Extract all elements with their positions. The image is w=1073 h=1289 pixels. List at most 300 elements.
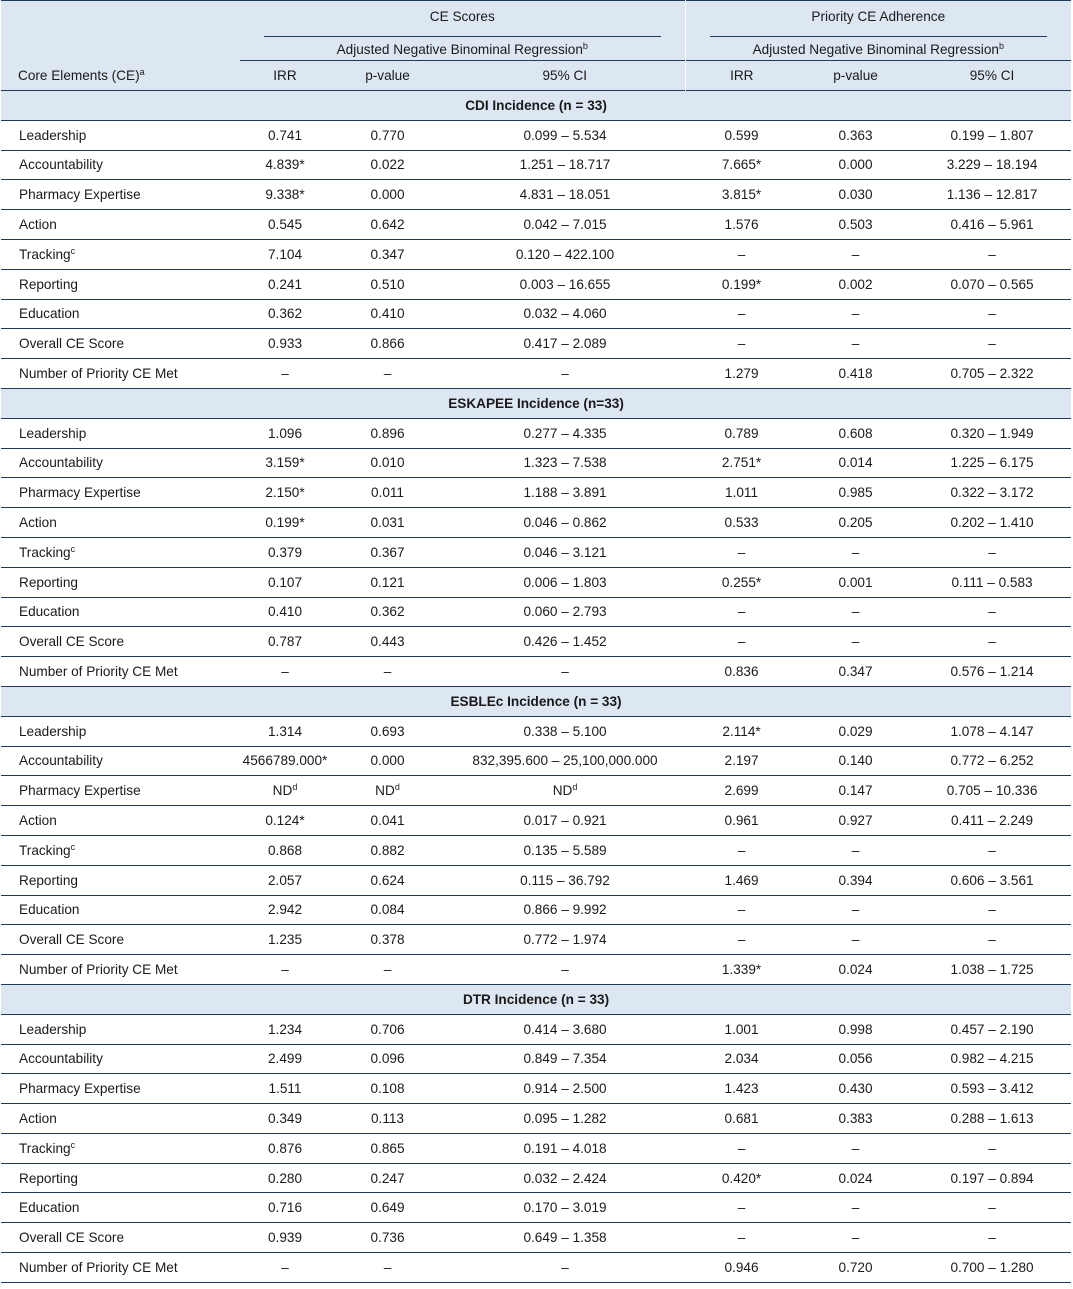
row-label-text: Action	[19, 1110, 57, 1126]
section-title: ESBLEc Incidence (n = 33)	[1, 686, 1071, 716]
row-label	[1, 567, 240, 597]
cell-value: 0.741	[267, 127, 303, 143]
table-cell	[240, 806, 330, 836]
cell-value: 0.362	[267, 306, 303, 322]
table-row	[1, 1193, 1071, 1223]
table-cell	[445, 597, 685, 627]
row-label-text: Tracking	[19, 842, 71, 858]
cell-value: 0.031	[370, 515, 405, 531]
table-cell	[240, 657, 330, 687]
table-cell	[445, 746, 685, 776]
cell-value: 0.787	[267, 634, 303, 650]
table-row	[1, 776, 1071, 806]
section-header-row	[1, 388, 1071, 418]
row-label-text: Pharmacy Expertise	[19, 1081, 141, 1097]
table-cell	[913, 627, 1071, 657]
cell-value: 2.942	[267, 902, 303, 918]
table-cell	[798, 925, 913, 955]
row-label	[1, 478, 240, 508]
cell-value: 0.140	[838, 753, 873, 769]
table-cell	[330, 1253, 445, 1283]
table-cell	[240, 448, 330, 478]
subgroup-header-1-text: Adjusted Negative Binominal Regression	[336, 41, 583, 57]
cell-value: 0.115 – 36.792	[520, 872, 610, 888]
table-cell	[240, 1163, 330, 1193]
row-label	[1, 627, 240, 657]
row-label-text: Accountability	[19, 1051, 103, 1067]
cell-value: 0.576 – 1.214	[950, 664, 1034, 680]
table-cell	[798, 1163, 913, 1193]
row-label	[1, 537, 240, 567]
row-footnote-mark: c	[70, 841, 76, 852]
row-label	[1, 1163, 240, 1193]
subgroup-header-2-text: Adjusted Negative Binominal Regression	[752, 41, 999, 57]
table-cell	[913, 508, 1071, 538]
table-cell	[240, 150, 330, 180]
table-body	[1, 91, 1071, 1283]
col-header-ci-1: 95% CI	[445, 61, 685, 91]
row-label-text: Reporting	[19, 1170, 78, 1186]
cell-value: 0.241	[267, 276, 303, 292]
cell-value: 0.770	[370, 127, 405, 143]
cell-value: 1.078 – 4.147	[950, 723, 1034, 739]
table-cell	[798, 359, 913, 389]
cell-value: 2.057	[267, 872, 303, 888]
cell-value: 0.416 – 5.961	[950, 217, 1034, 233]
cell-value: 1.423	[724, 1081, 759, 1097]
cell-value: 0.624	[370, 872, 405, 888]
table-header	[1, 1, 1071, 91]
table-cell	[445, 1104, 685, 1134]
table-cell	[798, 657, 913, 687]
table-row	[1, 716, 1071, 746]
table-cell	[240, 299, 330, 329]
cell-value: 0.394	[838, 872, 873, 888]
row-label	[1, 299, 240, 329]
cell-value: 0.124*	[265, 813, 305, 829]
cell-value: 0.985	[838, 485, 873, 501]
table-cell	[798, 150, 913, 180]
table-cell	[798, 567, 913, 597]
table-row	[1, 806, 1071, 836]
cell-value: 0.000	[370, 753, 405, 769]
table-cell	[445, 299, 685, 329]
row-label-text: Action	[19, 813, 57, 829]
cell-value: 0.716	[267, 1200, 303, 1216]
cell-value: 1.225 – 6.175	[950, 455, 1034, 471]
table-cell	[685, 239, 798, 269]
table-cell	[685, 448, 798, 478]
row-label-text: Pharmacy Expertise	[19, 187, 141, 203]
table-cell	[445, 120, 685, 150]
table-cell	[445, 478, 685, 508]
row-label	[1, 657, 240, 687]
cell-value: 0.681	[724, 1110, 759, 1126]
cell-value: –	[851, 932, 860, 948]
table-cell	[798, 508, 913, 538]
cell-value: 0.836	[724, 664, 759, 680]
table-cell	[330, 1163, 445, 1193]
table-cell	[685, 597, 798, 627]
cell-value: 0.882	[370, 842, 405, 858]
row-label	[1, 508, 240, 538]
table-cell	[798, 776, 913, 806]
table-cell	[330, 1223, 445, 1253]
table-cell	[330, 627, 445, 657]
col-header-irr-1: IRR	[240, 61, 330, 91]
cell-value: 0.772 – 6.252	[950, 753, 1034, 769]
row-label-text: Number of Priority CE Met	[19, 664, 178, 680]
cell-value: 0.003 – 16.655	[519, 276, 611, 292]
table-cell	[240, 1223, 330, 1253]
row-label	[1, 806, 240, 836]
table-cell	[330, 359, 445, 389]
table-cell	[240, 1253, 330, 1283]
cell-value: 0.772 – 1.974	[523, 932, 607, 948]
cell-value: –	[988, 634, 996, 650]
cell-value: 1.511	[268, 1081, 302, 1097]
cell-value: 0.927	[838, 813, 873, 829]
table-cell	[330, 478, 445, 508]
row-label	[1, 597, 240, 627]
table-cell	[330, 1133, 445, 1163]
cell-value: 0.199*	[265, 515, 305, 531]
cell-value: 0.280	[267, 1170, 303, 1186]
row-label	[1, 1133, 240, 1163]
table-cell	[913, 1253, 1071, 1283]
table-cell	[798, 1044, 913, 1074]
table-cell	[685, 716, 798, 746]
table-cell	[330, 329, 445, 359]
table-cell	[913, 537, 1071, 567]
table-cell	[330, 597, 445, 627]
table-cell	[685, 1104, 798, 1134]
cell-value: 0.010	[370, 455, 405, 471]
cell-value: 0.720	[838, 1259, 873, 1275]
row-label	[1, 1044, 240, 1074]
section-header-row	[1, 984, 1071, 1014]
row-label-text: Tracking	[19, 1140, 71, 1156]
table-cell	[240, 120, 330, 150]
cell-value: 0.939	[267, 1230, 303, 1246]
cell-value: –	[737, 1200, 746, 1216]
table-cell	[240, 597, 330, 627]
cell-value: –	[737, 634, 746, 650]
cell-value: 1.096	[267, 425, 303, 441]
cell-value: –	[988, 306, 996, 322]
cell-value: –	[737, 306, 746, 322]
cell-value: 0.418	[838, 366, 873, 382]
regression-table	[1, 0, 1071, 1283]
table-cell	[798, 448, 913, 478]
table-cell	[240, 1014, 330, 1044]
table-cell	[913, 448, 1071, 478]
col-header-pvalue-2: p-value	[798, 61, 913, 91]
table-row	[1, 925, 1071, 955]
table-cell	[445, 716, 685, 746]
cell-value: 0.426 – 1.452	[523, 634, 607, 650]
table-cell	[798, 1253, 913, 1283]
cell-value: 1.576	[724, 217, 759, 233]
cell-value: 0.099 – 5.534	[523, 127, 607, 143]
row-label-text: Tracking	[19, 246, 71, 262]
table-row	[1, 299, 1071, 329]
table-cell	[685, 955, 798, 985]
row-label-text: Reporting	[19, 276, 78, 292]
table-row	[1, 865, 1071, 895]
table-cell	[685, 299, 798, 329]
cell-value: –	[988, 842, 996, 858]
table-cell	[685, 1014, 798, 1044]
cell-value: 0.608	[838, 425, 873, 441]
table-cell	[240, 1044, 330, 1074]
row-label	[1, 269, 240, 299]
col-header-irr-2: IRR	[685, 61, 798, 91]
table-cell	[913, 925, 1071, 955]
cell-value: 1.469	[724, 872, 759, 888]
section-title: ESKAPEE Incidence (n=33)	[1, 388, 1071, 418]
table-cell	[685, 120, 798, 150]
cell-value: 0.322 – 3.172	[950, 485, 1034, 501]
table-cell	[798, 716, 913, 746]
table-cell	[445, 329, 685, 359]
table-cell	[685, 359, 798, 389]
table-row	[1, 746, 1071, 776]
row-label	[1, 955, 240, 985]
cell-value: 0.606 – 3.561	[950, 872, 1034, 888]
table-cell	[685, 865, 798, 895]
table-cell	[798, 478, 913, 508]
subgroup-1-footnote-mark: b	[582, 40, 588, 51]
table-row	[1, 1044, 1071, 1074]
table-cell	[330, 299, 445, 329]
row-label	[1, 239, 240, 269]
cell-value: 1.188 – 3.891	[523, 485, 607, 501]
table-cell	[685, 627, 798, 657]
cell-value: 1.136 – 12.817	[946, 187, 1038, 203]
cell-value: 832,395.600 – 25,100,000.000	[472, 753, 658, 769]
cell-value: –	[988, 246, 996, 262]
row-label-text: Pharmacy Expertise	[19, 485, 141, 501]
cell-value: –	[561, 664, 569, 680]
section-title: CDI Incidence (n = 33)	[1, 91, 1071, 121]
row-label-text: Leadership	[19, 723, 87, 739]
group-header-ce-scores: CE Scores	[240, 1, 685, 33]
table-cell	[798, 1193, 913, 1223]
table-cell	[685, 1193, 798, 1223]
table-row	[1, 537, 1071, 567]
cell-value: –	[383, 664, 392, 680]
cell-value: –	[737, 604, 746, 620]
cell-value: –	[851, 544, 860, 560]
table-cell	[913, 955, 1071, 985]
row-label	[1, 925, 240, 955]
table-cell	[240, 716, 330, 746]
table-cell	[330, 925, 445, 955]
col-header-pvalue-1: p-value	[330, 61, 445, 91]
table-row	[1, 359, 1071, 389]
table-cell	[913, 329, 1071, 359]
cell-value: –	[988, 1140, 996, 1156]
table-cell	[798, 239, 913, 269]
table-cell	[445, 1014, 685, 1044]
table-row	[1, 269, 1071, 299]
table-cell	[685, 925, 798, 955]
cell-value: –	[281, 962, 289, 977]
table-row	[1, 418, 1071, 448]
table-cell	[798, 1014, 913, 1044]
table-row	[1, 448, 1071, 478]
cell-value: 0.914 – 2.500	[523, 1081, 607, 1097]
table-row	[1, 508, 1071, 538]
table-cell	[685, 776, 798, 806]
cell-value: –	[737, 544, 746, 560]
row-label-text: Education	[19, 604, 80, 620]
cell-value: 0.041	[370, 813, 405, 829]
cell-value: 0.700 – 1.280	[950, 1259, 1034, 1275]
table-cell	[330, 239, 445, 269]
row-label	[1, 895, 240, 925]
cell-value: –	[281, 366, 289, 382]
cell-value: 1.234	[267, 1021, 303, 1037]
table-cell	[798, 895, 913, 925]
cell-value: 1.251 – 18.717	[519, 157, 611, 173]
table-cell	[330, 120, 445, 150]
table-cell	[685, 1074, 798, 1104]
cell-value: 0.789	[724, 425, 759, 441]
table-cell	[330, 776, 445, 806]
cell-value: 0.017 – 0.921	[523, 813, 607, 829]
cell-value: 0.202 – 1.410	[950, 515, 1034, 531]
cell-value: 0.002	[838, 276, 873, 292]
cell-value: 0.457 – 2.190	[950, 1021, 1034, 1037]
cell-value: 0.866 – 9.992	[523, 902, 607, 918]
cell-value: 0.056	[838, 1051, 873, 1067]
table-cell	[445, 955, 685, 985]
group-header-priority-ce: Priority CE Adherence	[685, 1, 1071, 33]
cell-value: 7.665*	[721, 157, 762, 173]
table-cell	[445, 1044, 685, 1074]
cell-value: 0.095 – 1.282	[523, 1110, 607, 1126]
cell-value: 2.114*	[722, 723, 761, 739]
table-cell	[330, 150, 445, 180]
cell-value: –	[851, 842, 860, 858]
table-cell	[445, 359, 685, 389]
row-label-text: Action	[19, 217, 57, 233]
cell-value: 0.205	[838, 515, 873, 531]
table-cell	[240, 478, 330, 508]
table-cell	[798, 329, 913, 359]
table-cell	[913, 359, 1071, 389]
cell-value: 0.510	[370, 276, 405, 292]
table-cell	[240, 955, 330, 985]
subgroup-header-2	[685, 32, 1071, 61]
table-cell	[330, 1044, 445, 1074]
table-cell	[445, 1253, 685, 1283]
table-row	[1, 1223, 1071, 1253]
cell-value: 0.982 – 4.215	[950, 1051, 1034, 1067]
row-label-text: Reporting	[19, 872, 78, 888]
row-label	[1, 746, 240, 776]
cell-value: 0.247	[370, 1170, 405, 1186]
table-row	[1, 955, 1071, 985]
row-label	[1, 329, 240, 359]
cell-value: 7.104	[267, 246, 303, 262]
table-cell	[913, 299, 1071, 329]
cell-value: –	[988, 604, 996, 620]
row-label-text: Pharmacy Expertise	[19, 783, 141, 799]
cell-value: 0.170 – 3.019	[523, 1200, 607, 1216]
row-label	[1, 1104, 240, 1134]
cell-value: 0.417 – 2.089	[523, 336, 607, 352]
cell-value: 1.038 – 1.725	[950, 962, 1034, 977]
cell-value: 0.338 – 5.100	[523, 723, 607, 739]
cell-value: 0.001	[838, 574, 873, 590]
table-cell	[240, 537, 330, 567]
table-cell	[685, 418, 798, 448]
table-cell	[445, 180, 685, 210]
table-cell	[685, 508, 798, 538]
table-cell	[913, 657, 1071, 687]
row-label	[1, 150, 240, 180]
row-label	[1, 1193, 240, 1223]
cell-value: –	[383, 366, 392, 382]
cell-value: 0.430	[838, 1081, 873, 1097]
cell-value: –	[988, 336, 996, 352]
table-cell	[913, 835, 1071, 865]
cell-value: 0.046 – 3.121	[523, 544, 607, 560]
cell-value: 0.933	[267, 336, 303, 352]
table-cell	[913, 239, 1071, 269]
row-label-text: Accountability	[19, 455, 103, 471]
cell-value: 0.006 – 1.803	[523, 574, 607, 590]
cell-value: 0.000	[838, 157, 873, 173]
cell-value: 0.011	[370, 485, 404, 501]
cell-value: –	[561, 962, 569, 977]
cell-value: –	[988, 902, 996, 918]
table-row	[1, 895, 1071, 925]
cell-value: 0.363	[838, 127, 873, 143]
cell-value: 0.191 – 4.018	[523, 1140, 607, 1156]
table-cell	[330, 716, 445, 746]
cell-value: 0.046 – 0.862	[523, 515, 607, 531]
cell-value: –	[988, 932, 996, 948]
table-cell	[913, 1163, 1071, 1193]
cell-value: 0.255*	[721, 574, 762, 590]
table-cell	[685, 746, 798, 776]
cell-value: 0.362	[370, 604, 405, 620]
table-cell	[330, 955, 445, 985]
table-cell	[445, 895, 685, 925]
table-cell	[240, 418, 330, 448]
row-label-text: Leadership	[19, 127, 87, 143]
cell-value: 0.896	[370, 425, 405, 441]
table-cell	[798, 1074, 913, 1104]
cell-footnote-mark: d	[572, 782, 578, 793]
table-cell	[240, 1193, 330, 1223]
table-row	[1, 329, 1071, 359]
table-cell	[798, 865, 913, 895]
row-label-text: Number of Priority CE Met	[19, 962, 178, 977]
table-cell	[330, 1193, 445, 1223]
corner-header	[1, 1, 240, 91]
cell-value: 0.706	[370, 1021, 405, 1037]
table-cell	[445, 150, 685, 180]
table-cell	[330, 180, 445, 210]
table-row	[1, 1253, 1071, 1283]
cell-value: 0.108	[370, 1081, 405, 1097]
table-cell	[445, 1223, 685, 1253]
